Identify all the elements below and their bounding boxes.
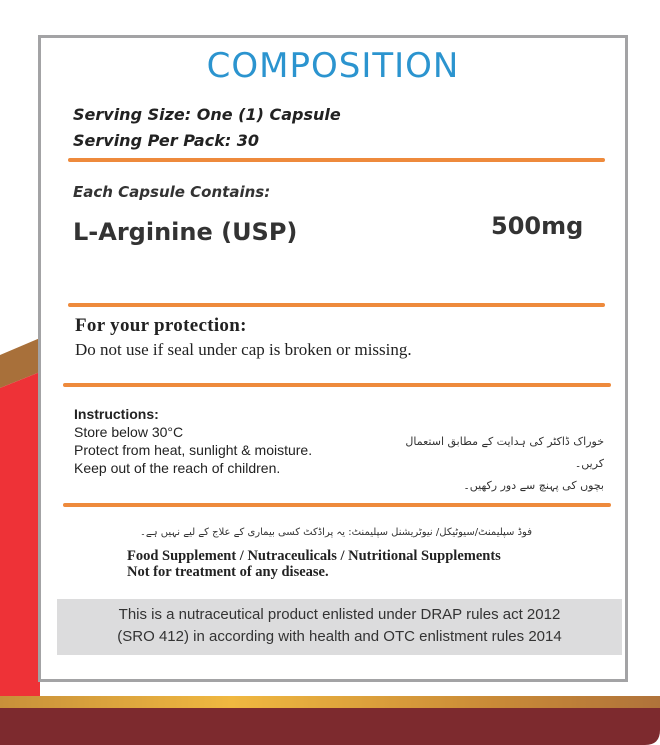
composition-card [38, 35, 628, 682]
gold-band [0, 696, 660, 708]
protection-heading: For your protection: [75, 315, 247, 336]
ingredient-amount: 500mg [491, 212, 584, 240]
notice-line-1: This is a nutraceutical product enlisted under DRAP rules act 2012 [118, 606, 561, 623]
urdu-instructions [376, 431, 604, 497]
supplement-line-1: Food Supplement / Nutraceulicals / Nutritional Supplements [127, 548, 501, 564]
capsule-contents-heading: Each Capsule Contains: [73, 183, 271, 201]
urdu-instruction-line: بچوں کی پہنچ سے دور رکھیں۔ [463, 479, 604, 492]
instruction-line: Keep out of the reach of children. [74, 460, 281, 476]
divider-3 [63, 383, 611, 387]
serving-size: Serving Size: One (1) Capsule [73, 105, 341, 124]
composition-title: COMPOSITION [206, 46, 460, 86]
serving-info [73, 102, 341, 154]
urdu-supplement-note: فوڈ سپلیمنٹ/سیوٹیکل/ نیوٹریشنل سپلیمنٹ: یہ پراڈکٹ کسی بیماری کے علاج کے لیے نہیں ہے۔ [140, 527, 532, 538]
divider-4 [63, 503, 611, 507]
drap-notice [57, 599, 622, 655]
supplement-line-2: Not for treatment of any disease. [127, 564, 329, 580]
serving-per-pack: Serving Per Pack: 30 [73, 131, 260, 150]
divider-2 [68, 303, 605, 307]
protection-text: Do not use if seal under cap is broken or missing. [75, 340, 412, 359]
ingredient-name: L-Arginine (USP) [73, 218, 298, 246]
instructions [74, 405, 312, 477]
instructions-heading: Instructions: [74, 406, 159, 422]
supplement-disclaimer [127, 548, 501, 580]
urdu-instruction-line: خوراک ڈاکٹر کی ہدایت کے مطابق استعمال کریں۔ [405, 435, 604, 470]
instruction-line: Protect from heat, sunlight & moisture. [74, 442, 313, 458]
maroon-band [0, 708, 660, 745]
divider-1 [68, 158, 605, 162]
instruction-line: Store below 30°C [74, 424, 184, 440]
red-panel [0, 372, 40, 700]
notice-line-2: (SRO 412) in according with health and OTC enlistment rules 2014 [117, 628, 562, 645]
